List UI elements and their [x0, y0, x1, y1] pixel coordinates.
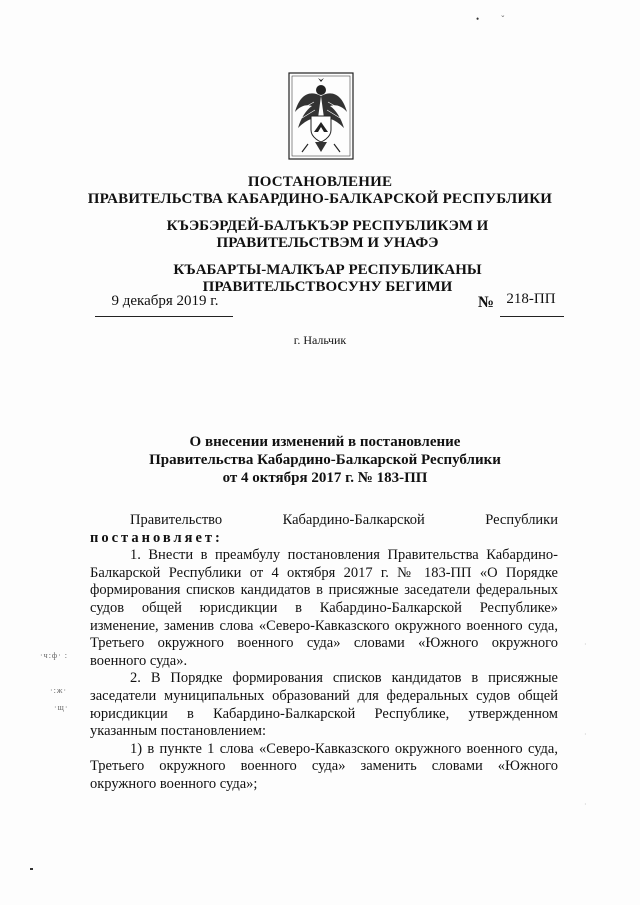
margin-scan-mark: ·щ· [54, 703, 69, 712]
government-kab-heading: КЪЭБЭРДЕЙ-БАЛЪКЪЭР РЕСПУБЛИКЭМ И ПРАВИТЕЛЬСТВЭМ И УНАФЭ [166, 218, 489, 251]
date-underline [95, 316, 233, 317]
document-title [110, 433, 540, 487]
title-line-2: Правительства Кабардино-Балкарской Республики [149, 452, 501, 468]
margin-scan-mark: ·:ж· [50, 686, 68, 695]
margin-scan-mark: · [584, 800, 587, 809]
intro-word-1: Правительство [130, 512, 223, 528]
government-ru-heading: ПРАВИТЕЛЬСТВА КАБАРДИНО-БАЛКАРСКОЙ РЕСПУБЛИКИ [87, 191, 553, 207]
paragraph-2: 2. В Порядке формирования списков кандидатов в присяжные заседатели муниципальных образований для федеральных судов общей юрисдикции в Кабардино-Балкарской Республике, утвержденном указанным постановлением: [90, 670, 558, 740]
margin-scan-mark: · [584, 730, 587, 739]
title-line-1: О внесении изменений в постановление [189, 434, 461, 450]
margin-scan-mark: ·ч:ф· : [40, 651, 68, 660]
document-number: 218-ПП [506, 291, 556, 307]
number-sign: № [478, 294, 495, 311]
decides-paragraph [90, 530, 558, 548]
scan-dot [30, 868, 33, 870]
intro-line [90, 512, 558, 530]
city-label: г. Нальчик [293, 333, 347, 347]
number-underline [500, 316, 564, 317]
government-bal-heading: КЪАБАРТЫ-МАЛКЪАР РЕСПУБЛИКАНЫ ПРАВИТЕЛЬСТВОСУНУ БЕГИМИ [173, 262, 482, 295]
document-body [90, 512, 558, 794]
decides-word: постановляет: [90, 529, 223, 546]
margin-scan-mark: · [584, 640, 587, 649]
intro-word-2: Кабардино-Балкарской [282, 512, 425, 528]
title-line-3: от 4 октября 2017 г. № 183-ПП [222, 470, 428, 486]
paragraph-3: 1) в пункте 1 слова «Северо-Кавказского окружного военного суда, Третьего окружного военного суда» заменить словами «Южного окружного военного суда»; [90, 740, 558, 792]
paragraph-1: 1. Внести в преамбулу постановления Правительства Кабардино-Балкарской Республики от 4 октября 2017 г. № 183-ПП «О Порядке формирования списков кандидатов в присяжные заседатели федеральных судов общей юрисдикции в Кабардино-Балкарской Республике» изменение, заменив слова «Северо-Кавказского окружного военного суда, Третьего окружного военного суда» словами «Южного окружного военного суда». [90, 547, 558, 669]
document-date: 9 декабря 2019 г. [111, 293, 219, 309]
resolution-heading: ПОСТАНОВЛЕНИЕ [247, 174, 393, 190]
intro-word-3: Республики [485, 512, 558, 528]
scan-marks: • ˘ [476, 14, 515, 24]
coat-of-arms-emblem [288, 72, 354, 160]
